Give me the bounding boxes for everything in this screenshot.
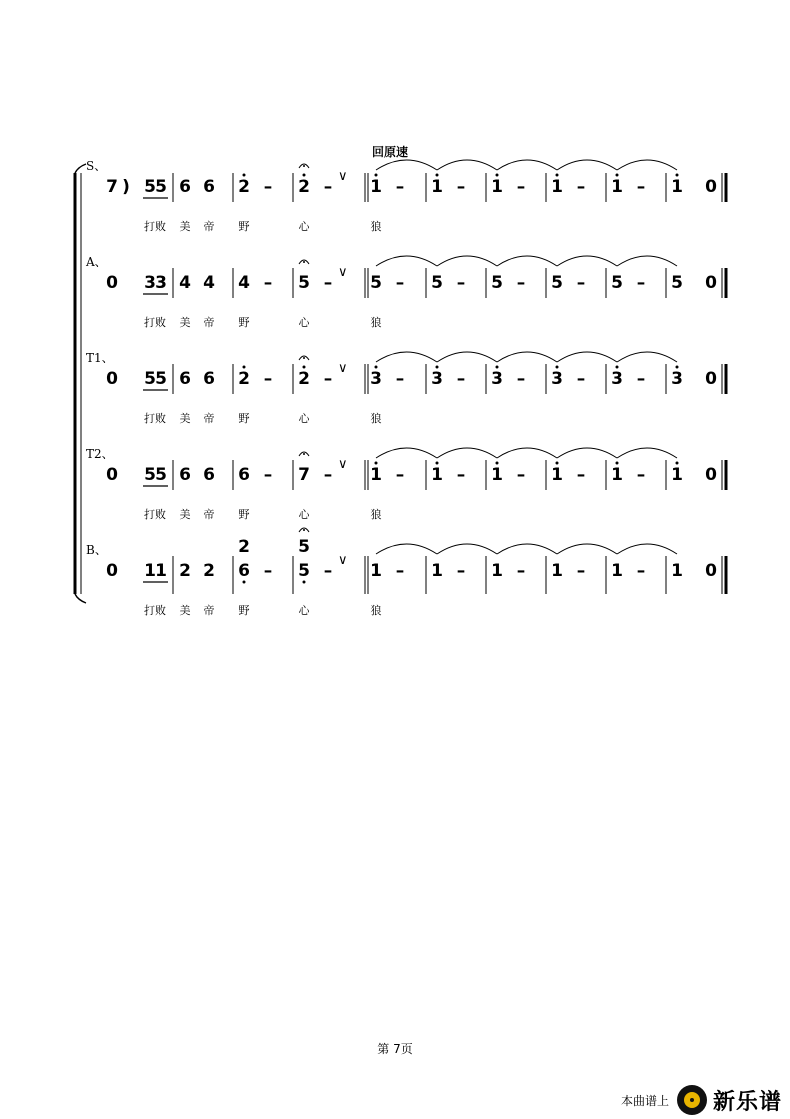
tie-arc xyxy=(437,256,497,266)
tie-arc xyxy=(617,256,677,266)
note-eighth: 5 xyxy=(144,177,156,197)
note-eighth: 5 xyxy=(155,369,167,389)
lyric: 美 xyxy=(179,604,191,617)
note-tied-1: 1 xyxy=(431,465,443,485)
note-tied-3: 5 xyxy=(551,273,563,293)
start-note: 0 xyxy=(106,465,118,485)
octave-dot-above xyxy=(243,366,246,369)
tempo-marking: 回原速 xyxy=(372,145,409,159)
note-tied-0: 1 xyxy=(370,465,382,485)
lyric: 野 xyxy=(238,508,250,521)
final-rest: 0 xyxy=(705,273,717,293)
tie-arc xyxy=(376,448,437,458)
octave-dot-above xyxy=(676,174,679,177)
octave-dot-above xyxy=(436,174,439,177)
note-tied-5: 5 xyxy=(671,273,683,293)
breath-mark: ∨ xyxy=(338,169,348,184)
tie-arc xyxy=(557,160,617,170)
note-eighth: 3 xyxy=(144,273,156,293)
tie-arc xyxy=(617,544,677,554)
dash: – xyxy=(456,561,466,581)
tie-arc xyxy=(497,544,557,554)
lyric: 打败 xyxy=(144,412,166,425)
note-m3: 4 xyxy=(238,273,250,293)
final-rest: 0 xyxy=(705,561,717,581)
dash: – xyxy=(263,177,273,197)
note-eighth: 1 xyxy=(155,561,167,581)
final-rest: 0 xyxy=(705,177,717,197)
breath-mark: ∨ xyxy=(338,457,348,472)
note: 6 xyxy=(179,465,191,485)
dash: – xyxy=(395,465,405,485)
lyric: 狼 xyxy=(370,316,382,329)
note-tied-4: 5 xyxy=(611,273,623,293)
lyric: 帝 xyxy=(203,412,215,425)
part-label: T2、 xyxy=(86,447,114,461)
dash: – xyxy=(323,177,333,197)
dash: – xyxy=(576,273,586,293)
lyric: 帝 xyxy=(203,508,215,521)
start-note: 0 xyxy=(106,369,118,389)
lyric: 心 xyxy=(298,508,310,521)
dash: – xyxy=(263,369,273,389)
tie-arc xyxy=(617,352,677,362)
note-tied-4: 1 xyxy=(611,177,623,197)
note-tied-5: 3 xyxy=(671,369,683,389)
dash: – xyxy=(456,177,466,197)
note-m4: 2 xyxy=(298,369,310,389)
pickup-paren: ) xyxy=(122,177,130,197)
tie-arc xyxy=(557,352,617,362)
note: 2 xyxy=(179,561,191,581)
tie-arc xyxy=(557,448,617,458)
dash: – xyxy=(516,561,526,581)
lyric: 打败 xyxy=(144,220,166,233)
octave-dot-above xyxy=(303,366,306,369)
tie-arc xyxy=(557,544,617,554)
octave-dot-above xyxy=(676,366,679,369)
octave-dot-above xyxy=(616,174,619,177)
dash: – xyxy=(636,369,646,389)
watermark xyxy=(621,1083,782,1117)
dash: – xyxy=(263,561,273,581)
start-note: 0 xyxy=(106,273,118,293)
dash: – xyxy=(395,561,405,581)
note: 6 xyxy=(179,177,191,197)
lyric: 美 xyxy=(179,316,191,329)
bracket-hook-bottom xyxy=(75,594,86,603)
dash: – xyxy=(395,369,405,389)
octave-dot-above xyxy=(436,366,439,369)
lyric: 狼 xyxy=(370,508,382,521)
dash: – xyxy=(576,369,586,389)
page-number: 第 7页 xyxy=(377,1042,413,1056)
final-rest: 0 xyxy=(705,369,717,389)
fermata-dot xyxy=(303,357,305,359)
chord-note-top: 2 xyxy=(238,537,250,557)
tie-arc xyxy=(376,352,437,362)
lyric: 帝 xyxy=(203,220,215,233)
tie-arc xyxy=(497,160,557,170)
breath-mark: ∨ xyxy=(338,553,348,568)
breath-mark: ∨ xyxy=(338,265,348,280)
fermata-dot xyxy=(303,261,305,263)
fermata-dot xyxy=(303,165,305,167)
note: 6 xyxy=(203,177,215,197)
note-tied-3: 1 xyxy=(551,177,563,197)
tie-arc xyxy=(376,256,437,266)
octave-dot-above xyxy=(303,174,306,177)
note-tied-2: 3 xyxy=(491,369,503,389)
tie-arc xyxy=(497,256,557,266)
lyric: 打败 xyxy=(144,508,166,521)
note: 6 xyxy=(203,465,215,485)
note-tied-1: 1 xyxy=(431,561,443,581)
lyric: 打败 xyxy=(144,604,166,617)
note-tied-1: 3 xyxy=(431,369,443,389)
note-eighth: 5 xyxy=(155,177,167,197)
dash: – xyxy=(456,273,466,293)
tie-arc xyxy=(617,448,677,458)
note-tied-4: 1 xyxy=(611,561,623,581)
note-tied-0: 3 xyxy=(370,369,382,389)
tie-arc xyxy=(376,160,437,170)
lyric: 心 xyxy=(298,412,310,425)
tie-arc xyxy=(557,256,617,266)
dash: – xyxy=(323,465,333,485)
note-tied-3: 1 xyxy=(551,561,563,581)
note-m3: 6 xyxy=(238,465,250,485)
final-rest: 0 xyxy=(705,465,717,485)
note-eighth: 5 xyxy=(144,465,156,485)
start-note: 0 xyxy=(106,561,118,581)
note: 6 xyxy=(179,369,191,389)
dash: – xyxy=(323,561,333,581)
lyric: 野 xyxy=(238,220,250,233)
dash: – xyxy=(395,273,405,293)
dash: – xyxy=(456,369,466,389)
lyric: 打败 xyxy=(144,316,166,329)
lyric: 心 xyxy=(298,604,310,617)
tie-arc xyxy=(437,352,497,362)
note-tied-0: 1 xyxy=(370,177,382,197)
note-m3: 2 xyxy=(238,177,250,197)
dash: – xyxy=(636,273,646,293)
start-note: 7 xyxy=(106,177,118,197)
lyric: 狼 xyxy=(370,220,382,233)
part-label: T1、 xyxy=(86,351,114,365)
chord-note-top: 5 xyxy=(298,537,310,557)
note: 4 xyxy=(179,273,191,293)
note-tied-2: 1 xyxy=(491,465,503,485)
part-label: A、 xyxy=(86,255,107,269)
part-label: B、 xyxy=(86,543,107,557)
tie-arc xyxy=(437,544,497,554)
tie-arc xyxy=(437,448,497,458)
octave-dot-above xyxy=(676,462,679,465)
dash: – xyxy=(636,177,646,197)
note-tied-2: 1 xyxy=(491,561,503,581)
note-eighth: 5 xyxy=(144,369,156,389)
note-tied-1: 5 xyxy=(431,273,443,293)
lyric: 心 xyxy=(298,316,310,329)
note-m4: 7 xyxy=(298,465,310,485)
octave-dot-above xyxy=(556,174,559,177)
octave-dot-above xyxy=(496,366,499,369)
octave-dot-below xyxy=(243,581,246,584)
note-tied-5: 1 xyxy=(671,465,683,485)
dash: – xyxy=(456,465,466,485)
note: 4 xyxy=(203,273,215,293)
watermark-prefix: 本曲谱上 xyxy=(620,1093,669,1108)
octave-dot-above xyxy=(616,462,619,465)
dash: – xyxy=(636,561,646,581)
dash: – xyxy=(516,369,526,389)
dash: – xyxy=(323,273,333,293)
tie-arc xyxy=(376,544,437,554)
note-tied-3: 3 xyxy=(551,369,563,389)
lyric: 狼 xyxy=(370,604,382,617)
lyric: 帝 xyxy=(203,316,215,329)
note-eighth: 1 xyxy=(144,561,156,581)
note-m4: 2 xyxy=(298,177,310,197)
octave-dot-above xyxy=(556,462,559,465)
note-eighth: 3 xyxy=(155,273,167,293)
part-label: S、 xyxy=(86,159,107,173)
octave-dot-above xyxy=(243,174,246,177)
note-tied-5: 1 xyxy=(671,177,683,197)
note-tied-0: 5 xyxy=(370,273,382,293)
dash: – xyxy=(516,465,526,485)
lyric: 心 xyxy=(298,220,310,233)
lyric: 野 xyxy=(238,604,250,617)
octave-dot-above xyxy=(496,462,499,465)
dash: – xyxy=(576,177,586,197)
watermark-brand: 新乐谱 xyxy=(712,1089,782,1115)
dash: – xyxy=(395,177,405,197)
octave-dot-above xyxy=(616,366,619,369)
note-tied-4: 1 xyxy=(611,465,623,485)
fermata-dot xyxy=(303,453,305,455)
dash: – xyxy=(263,465,273,485)
octave-dot-above xyxy=(496,174,499,177)
lyric: 狼 xyxy=(370,412,382,425)
note-tied-5: 1 xyxy=(671,561,683,581)
lyric: 野 xyxy=(238,316,250,329)
note-m4: 5 xyxy=(298,273,310,293)
octave-dot-above xyxy=(375,366,378,369)
vinyl-record-icon xyxy=(677,1085,707,1115)
lyric: 美 xyxy=(179,220,191,233)
dash: – xyxy=(576,561,586,581)
fermata-dot xyxy=(303,529,305,531)
dash: – xyxy=(323,369,333,389)
octave-dot-above xyxy=(556,366,559,369)
note: 2 xyxy=(203,561,215,581)
tie-arc xyxy=(617,160,677,170)
dash: – xyxy=(263,273,273,293)
octave-dot-above xyxy=(375,174,378,177)
octave-dot-above xyxy=(375,462,378,465)
note-eighth: 5 xyxy=(155,465,167,485)
lyric: 野 xyxy=(238,412,250,425)
lyric: 美 xyxy=(179,508,191,521)
note-m4: 5 xyxy=(298,561,310,581)
dash: – xyxy=(576,465,586,485)
octave-dot-above xyxy=(436,462,439,465)
breath-mark: ∨ xyxy=(338,361,348,376)
bracket-hook-top xyxy=(75,164,86,173)
dash: – xyxy=(516,177,526,197)
tie-arc xyxy=(497,352,557,362)
note-tied-4: 3 xyxy=(611,369,623,389)
lyric: 美 xyxy=(179,412,191,425)
note-tied-2: 1 xyxy=(491,177,503,197)
note-tied-1: 1 xyxy=(431,177,443,197)
note-m3: 2 xyxy=(238,369,250,389)
octave-dot-below xyxy=(303,581,306,584)
dash: – xyxy=(516,273,526,293)
note: 6 xyxy=(203,369,215,389)
note-tied-0: 1 xyxy=(370,561,382,581)
tie-arc xyxy=(437,160,497,170)
lyric: 帝 xyxy=(203,604,215,617)
note-tied-2: 5 xyxy=(491,273,503,293)
note-m3: 6 xyxy=(238,561,250,581)
dash: – xyxy=(636,465,646,485)
tie-arc xyxy=(497,448,557,458)
note-tied-3: 1 xyxy=(551,465,563,485)
